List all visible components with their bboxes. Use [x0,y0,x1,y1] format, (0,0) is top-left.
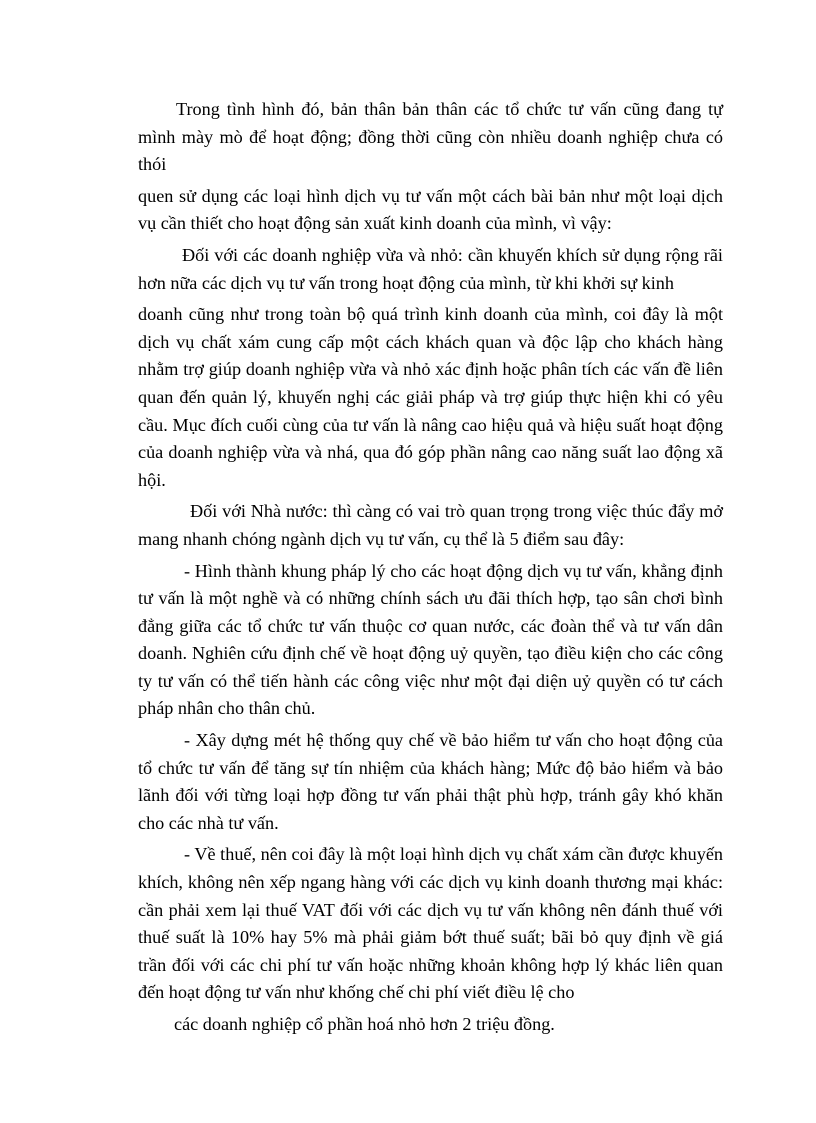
paragraph-sme: Đối với các doanh nghiệp vừa và nhỏ: cần khuyến khích sử dụng rộng rãi hơn nữa các dịch vụ tư vấn trong hoạt động của mình, từ khi khởi sự kinh [138,244,723,293]
list-item-legal-framework: - Hình thành khung pháp lý cho các hoạt động dịch vụ tư vấn, khẳng định tư vấn là một nghề và có những chính sách ưu đãi thích hợp, tạo sân chơi bình đẳng giữa các tổ chức tư vấn thuộc cơ quan nước, các đoàn thể và tư vấn dân doanh. Nghiên cứu định chế về hoạt động uỷ quyền, tạo điều kiện cho các công ty tư vấn có thể tiến hành các công việc như một đại diện uỷ quyền có tư cách pháp nhân cho thân chủ. [138,560,723,719]
paragraph-consulting-habits: quen sử dụng các loại hình dịch vụ tư vấn một cách bài bản như một loại dịch vụ cần thiết cho hoạt động sản xuất kinh doanh của mình, vì vậy: [138,185,723,234]
paragraph-state: Đối với Nhà nước: thì càng có vai trò quan trọng trong việc thúc đẩy mở mang nhanh chóng ngành dịch vụ tư vấn, cụ thể là 5 điểm sau đây: [138,501,723,549]
paragraph-tax-continued: các doanh nghiệp cổ phần hoá nhỏ hơn 2 triệu đồng. [174,1014,555,1034]
paragraph-sme-continued: doanh cũng như trong toàn bộ quá trình kinh doanh của mình, coi đây là một dịch vụ chất xám cung cấp một cách khách quan và độc lập cho khách hàng nhằm trợ giúp doanh nghiệp vừa và nhỏ xác định hoặc phân tích các vấn đề liên quan đến quản lý, khuyến nghị các giải pháp và trợ giúp thực hiện khi có yêu cầu. Mục đích cuối cùng của tư vấn là nâng cao hiệu quả và hiệu suất hoạt động của doanh nghiệp vừa và nhá, qua đó góp phần nâng cao năng suất lao động xã hội. [138,304,723,490]
list-item-tax: - Về thuế, nên coi đây là một loại hình dịch vụ chất xám cần được khuyến khích, không nên xếp ngang hàng với các dịch vụ kinh doanh thương mại khác: cần phải xem lại thuế VAT đối với các dịch vụ tư vấn không nên đánh thuế với thuế suất là 10% hay 5% mà phải giảm bớt thuế suất; bãi bỏ quy định về giá trần đối với các chi phí tư vấn hoặc những khoản không hợp lý khác liên quan đến hoạt động tư vấn như khống chế chi phí viết điều lệ cho [138,844,723,1003]
document-page [138,96,723,1039]
list-item-insurance: - Xây dựng mét hệ thống quy chế về bảo hiểm tư vấn cho hoạt động của tổ chức tư vấn để tăng sự tín nhiệm của khách hàng; Mức độ bảo hiểm và bảo lãnh đối với từng loại hợp đồng tư vấn phải thật phù hợp, tránh gây khó khăn cho các nhà tư vấn. [138,730,723,833]
paragraph-consulting-situation: Trong tình hình đó, bản thân bản thân các tổ chức tư vấn cũng đang tự mình mày mò để hoạt động; đồng thời cũng còn nhiều doanh nghiệp chưa có thói [138,99,723,175]
